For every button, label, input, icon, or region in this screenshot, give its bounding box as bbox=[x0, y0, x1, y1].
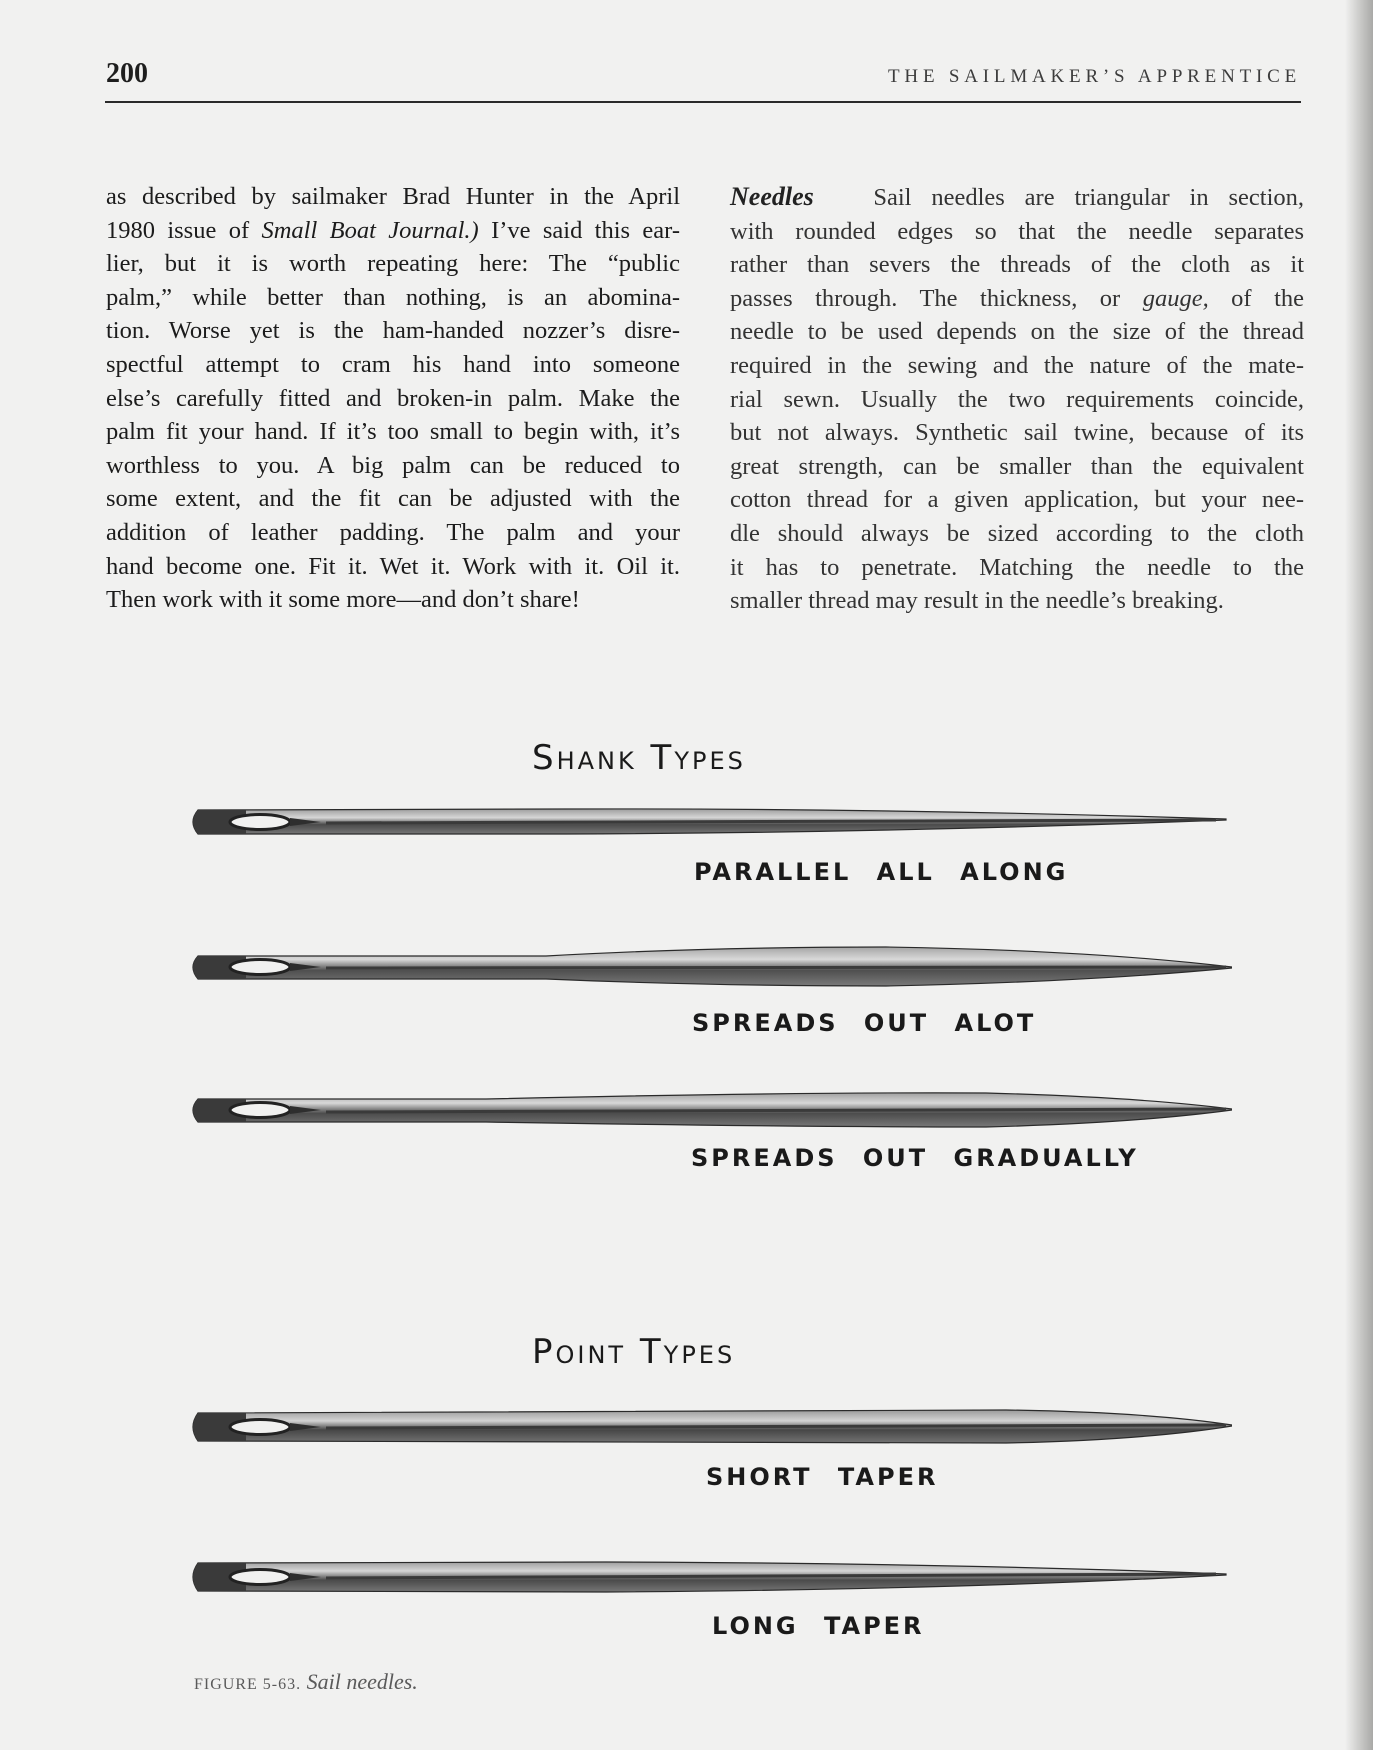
needle-illustration-spreads-gradually bbox=[186, 1087, 1232, 1133]
text-line: tion. Worse yet is the ham-handed nozzer’s disre- bbox=[106, 317, 680, 345]
text-line: it has to penetrate. Matching the needle to the bbox=[730, 553, 1304, 581]
text-line: as described by sailmaker Brad Hunter in the April bbox=[106, 183, 680, 210]
text-line: else’s carefully fitted and broken-in palm. Make the bbox=[106, 384, 680, 412]
text-line: cotton thread for a given application, but your nee- bbox=[730, 486, 1304, 514]
needle-illustration-spreads-alot bbox=[186, 944, 1232, 990]
section-run-in-heading: Needles bbox=[730, 182, 814, 211]
point-types-heading: Point Types bbox=[532, 1332, 736, 1372]
text-line: but not always. Synthetic sail twine, because of its bbox=[730, 419, 1304, 447]
needle-illustration-short-taper bbox=[186, 1403, 1232, 1449]
page-number: 200 bbox=[106, 58, 148, 89]
journal-title: Small Boat Journal.) bbox=[261, 216, 479, 244]
text-line: Needles Sail needles are triangular in section, bbox=[730, 182, 1304, 211]
text-line: worthless to you. A big palm can be reduced to bbox=[106, 451, 680, 479]
running-head: THE SAILMAKER’S APPRENTICE bbox=[888, 66, 1301, 87]
text-line: addition of leather padding. The palm and your bbox=[106, 518, 680, 546]
text-line: smaller thread may result in the needle’s breaking. bbox=[730, 587, 1224, 615]
caption-text: Sail needles. bbox=[306, 1669, 418, 1694]
needle-label-spreads-gradually: SPREADS OUT GRADUALLY bbox=[691, 1144, 1139, 1172]
needle-label-long-taper: LONG TAPER bbox=[712, 1612, 925, 1640]
shank-types-heading: Shank Types bbox=[532, 738, 746, 778]
text-line: rather than severs the threads of the cloth as it bbox=[730, 251, 1304, 279]
text-line: spectful attempt to cram his hand into someone bbox=[106, 350, 680, 378]
gauge-term: gauge, bbox=[1142, 284, 1209, 312]
text-line: great strength, can be smaller than the equivalent bbox=[730, 452, 1304, 480]
needle-label-spreads-alot: SPREADS OUT ALOT bbox=[692, 1009, 1037, 1037]
text-line: 1980 issue of Small Boat Journal.) I’ve said this ear- bbox=[106, 216, 680, 244]
text-line: dle should always be sized according to the cloth bbox=[730, 519, 1304, 547]
needle-label-parallel: PARALLEL ALL ALONG bbox=[694, 858, 1069, 886]
needle-illustration-long-taper bbox=[186, 1553, 1232, 1599]
text-line: lier, but it is worth repeating here: The “public bbox=[106, 250, 680, 278]
caption-label: FIGURE 5-63. bbox=[194, 1676, 302, 1693]
needle-illustration-parallel bbox=[186, 799, 1232, 845]
text-line: rial sewn. Usually the two requirements coincide, bbox=[730, 385, 1304, 413]
text-line: needle to be used depends on the size of the thread bbox=[730, 318, 1304, 346]
text-line: passes through. The thickness, or gauge, of the bbox=[730, 284, 1304, 312]
needle-label-short-taper: SHORT TAPER bbox=[706, 1463, 939, 1491]
text-line: palm fit your hand. If it’s too small to begin with, it’s bbox=[106, 418, 680, 446]
text-line: with rounded edges so that the needle separates bbox=[730, 217, 1304, 245]
text-line: palm,” while better than nothing, is an abomina- bbox=[106, 283, 680, 311]
text-line: some extent, and the fit can be adjusted with the bbox=[106, 485, 680, 513]
text-line: Then work with it some more—and don’t share! bbox=[106, 586, 580, 614]
text-line: hand become one. Fit it. Wet it. Work with it. Oil it. bbox=[106, 552, 680, 580]
figure-caption bbox=[194, 1669, 418, 1695]
text-line: required in the sewing and the nature of the mate- bbox=[730, 351, 1304, 379]
